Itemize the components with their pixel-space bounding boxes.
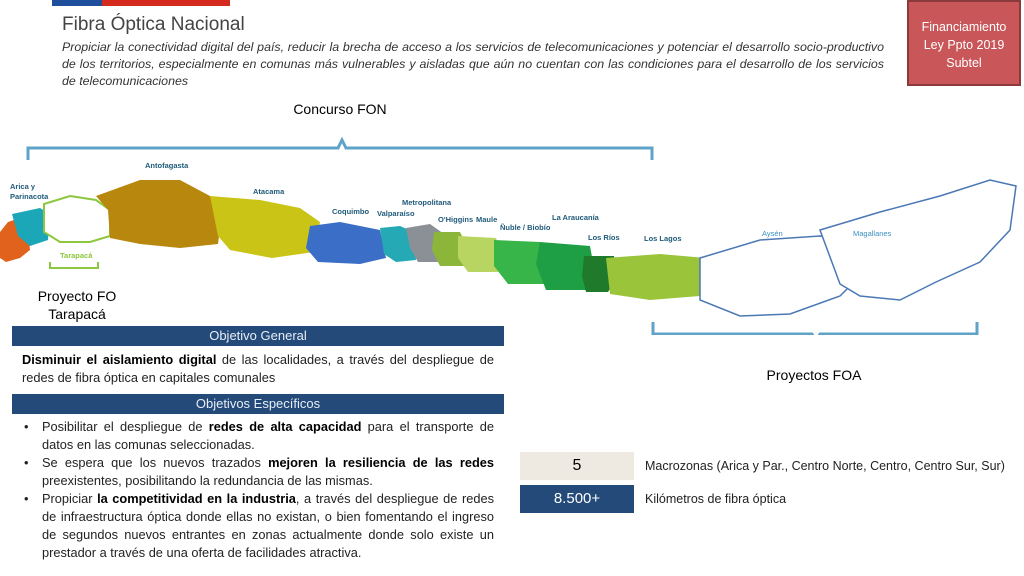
label-aysen: Aysén: [762, 229, 783, 238]
label-valparaiso: Valparaíso: [377, 209, 415, 218]
bullet-marker: •: [24, 419, 29, 434]
proyectos-foa-label: Proyectos FOA: [766, 367, 862, 383]
bullet-text: Posibilitar el despliegue de: [42, 419, 209, 434]
label-los-lagos: Los Lagos: [644, 234, 682, 243]
label-araucania: La Araucanía: [552, 213, 599, 222]
bullet-bold: redes de alta capacidad: [208, 419, 362, 434]
objetivos-especificos-header: Objetivos Específicos: [12, 394, 504, 414]
page-title: Fibra Óptica Nacional: [62, 14, 245, 35]
stat-km-value: 8.500+: [520, 485, 634, 513]
region-antofagasta: [96, 180, 222, 248]
bullet-text: preexistentes, posibilitando la redundancia de las mismas.: [42, 473, 373, 488]
region-tarapaca: [44, 196, 110, 242]
objetivo-general-header: Objetivo General: [12, 326, 504, 346]
stat-km-label: Kilómetros de fibra óptica: [645, 492, 787, 506]
financing-line1: Financiamiento: [921, 20, 1007, 34]
label-arica-2: Parinacota: [10, 192, 49, 201]
proyecto-fo-line1: Proyecto FO: [37, 288, 117, 304]
label-ohiggins: O'Higgins: [438, 215, 474, 224]
chile-regions-map: [0, 95, 1024, 335]
objetivo-general-bold: Disminuir el aislamiento digital: [22, 352, 217, 367]
bullet-bold: la competitividad en la industria: [97, 491, 296, 506]
financing-line2: Ley Ppto 2019: [923, 38, 1005, 52]
region-coquimbo: [306, 222, 386, 264]
flag-bar: [52, 0, 230, 6]
label-coquimbo: Coquimbo: [332, 207, 370, 216]
concurso-fon-label: Concurso FON: [293, 101, 387, 117]
label-nuble: Ñuble / Biobío: [500, 223, 551, 232]
page-subtitle: Propiciar la conectividad digital del país, reducir la brecha de acceso a los servicios de telecomunicaciones y potenciar el desarrollo socio-productivo de los territorios, especialmente en comunas más vulnerables y aisladas que aún no cuentan con las condiciones para el desarrollo de los servicios de telecomunicaciones: [62, 40, 884, 88]
label-los-rios: Los Ríos: [588, 233, 620, 242]
region-los-lagos: [606, 254, 712, 300]
list-item: [22, 454, 494, 490]
bullet-text: Propiciar: [42, 491, 98, 506]
proyecto-fo-line2: Tarapacá: [48, 306, 106, 322]
stat-macrozonas-label: Macrozonas (Arica y Par., Centro Norte, Centro, Centro Sur, Sur): [645, 459, 1005, 473]
foa-bracket: [653, 322, 977, 335]
objetivos-especificos-list: [22, 418, 494, 562]
bullet-marker: •: [24, 491, 29, 506]
bullet-text: Se espera que los nuevos trazados: [42, 455, 269, 470]
label-magallanes: Magallanes: [853, 229, 892, 238]
objetivo-general-rest: de las localidades, a través del despliegue de redes de fibra óptica en capitales comunales: [22, 352, 494, 385]
proyecto-fo-label: [22, 287, 132, 323]
objetivo-general-text: [22, 351, 494, 387]
bullet-bold: mejoren la resiliencia de las redes: [268, 455, 494, 470]
region-atacama: [210, 196, 320, 258]
stat-macrozonas-value: 5: [520, 452, 634, 480]
label-arica-1: Arica y: [10, 182, 36, 191]
label-metropolitana: Metropolitana: [402, 198, 452, 207]
label-tarapaca: Tarapacá: [60, 251, 93, 260]
label-atacama: Atacama: [253, 187, 285, 196]
bullet-text: para el transporte de datos en las comunas seleccionadas.: [42, 419, 495, 452]
fo-bracket: [50, 262, 98, 268]
label-antofagasta: Antofagasta: [145, 161, 189, 170]
fon-bracket: [28, 140, 652, 160]
financing-badge: [907, 0, 1021, 86]
bullet-marker: •: [24, 455, 29, 470]
region-magallanes: [820, 180, 1016, 300]
bullet-text: , a través del despliegue de redes de infraestructura óptica donde ellas no existan, o bien fomentando el ingreso de segundos nuevos entrantes en zonas actualmente donde solo existe un prestador a través de una oferta de facilidades atractiva.: [42, 491, 494, 560]
financing-line3: Subtel: [946, 56, 982, 70]
list-item: [22, 418, 494, 454]
list-item: [22, 490, 494, 562]
label-maule: Maule: [476, 215, 498, 224]
